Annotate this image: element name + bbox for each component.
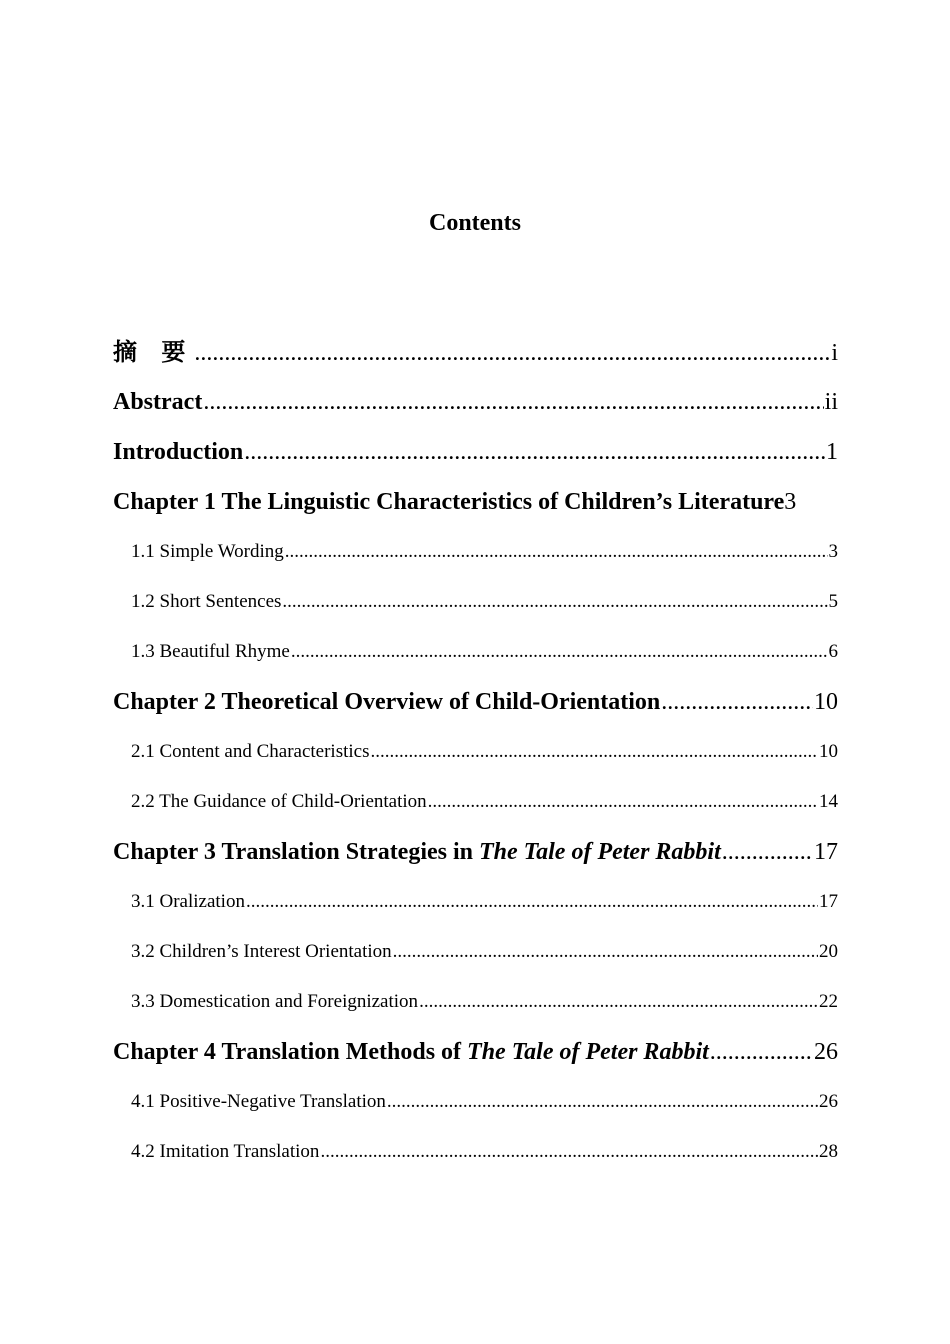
table-of-contents xyxy=(113,337,838,1187)
dot-leader xyxy=(393,939,818,965)
toc-entry-introduction[interactable] xyxy=(113,437,838,487)
dot-leader xyxy=(661,687,813,717)
toc-entry-page: ii xyxy=(824,389,838,415)
toc-entry-section-4-1[interactable] xyxy=(113,1087,838,1137)
dot-leader xyxy=(722,837,813,867)
dot-leader xyxy=(203,387,823,417)
toc-entry-title-book: The Tale of Peter Rabbit xyxy=(467,1039,709,1065)
toc-entry-title: 3.1 Oralization xyxy=(131,891,245,912)
toc-entry-section-2-1[interactable] xyxy=(113,737,838,787)
toc-entry-page: 14 xyxy=(819,791,838,812)
toc-entry-title-text: Chapter 4 Translation Methods of xyxy=(113,1039,468,1065)
toc-entry-title: 4.2 Imitation Translation xyxy=(131,1141,320,1162)
dot-leader xyxy=(244,437,825,467)
toc-entry-title: Chapter 1 The Linguistic Characteristics of Children’s Literature xyxy=(113,489,785,515)
toc-entry-page: 3 xyxy=(828,541,838,562)
dot-leader xyxy=(282,589,827,615)
toc-entry-page: 20 xyxy=(819,941,838,962)
toc-entry-chapter-1[interactable] xyxy=(113,487,838,537)
dot-leader xyxy=(291,639,828,665)
dot-leader xyxy=(371,739,819,765)
toc-entry-title: 4.1 Positive-Negative Translation xyxy=(131,1091,386,1112)
toc-entry-title xyxy=(113,1037,709,1067)
dot-leader xyxy=(285,539,828,565)
toc-entry-page: 22 xyxy=(819,991,838,1012)
toc-entry-title: Abstract xyxy=(113,389,203,415)
toc-entry-page: 26 xyxy=(814,1039,838,1065)
toc-entry-page: i xyxy=(831,340,838,366)
dot-leader xyxy=(428,789,818,815)
toc-entry-page: 10 xyxy=(814,689,838,715)
toc-entry-section-4-2[interactable] xyxy=(113,1137,838,1187)
toc-entry-page: 26 xyxy=(819,1091,838,1112)
toc-entry-title: Chapter 2 Theoretical Overview of Child-Orientation xyxy=(113,689,661,715)
toc-entry-section-1-3[interactable] xyxy=(113,637,838,687)
toc-entry-title: 2.2 The Guidance of Child-Orientation xyxy=(131,791,427,812)
toc-entry-section-3-2[interactable] xyxy=(113,937,838,987)
toc-entry-chapter-3[interactable] xyxy=(113,837,838,887)
toc-entry-page: 1 xyxy=(826,439,838,465)
toc-entry-section-3-3[interactable] xyxy=(113,987,838,1037)
toc-entry-section-1-2[interactable] xyxy=(113,587,838,637)
toc-entry-title: 1.1 Simple Wording xyxy=(131,541,284,562)
page-title: Contents xyxy=(428,210,521,236)
dot-leader xyxy=(194,338,830,368)
toc-entry-title: 2.1 Content and Characteristics xyxy=(131,741,370,762)
toc-entry-title: 摘 要 xyxy=(113,338,194,366)
toc-entry-page: 3 xyxy=(784,489,797,515)
toc-entry-section-1-1[interactable] xyxy=(113,537,838,587)
toc-entry-section-2-2[interactable] xyxy=(113,787,838,837)
toc-entry-page: 5 xyxy=(828,591,838,612)
toc-entry-page: 6 xyxy=(828,641,838,662)
dot-leader xyxy=(387,1089,818,1115)
toc-entry-title-text: Chapter 3 Translation Strategies in xyxy=(113,839,480,865)
toc-entry-section-3-1[interactable] xyxy=(113,887,838,937)
dot-leader xyxy=(419,989,818,1015)
toc-entry-title-book: The Tale of Peter Rabbit xyxy=(479,839,721,865)
toc-entry-title: 1.3 Beautiful Rhyme xyxy=(131,641,290,662)
toc-entry-page: 10 xyxy=(819,741,838,762)
toc-entry-page: 28 xyxy=(819,1141,838,1162)
toc-entry-title: 1.2 Short Sentences xyxy=(131,591,282,612)
toc-entry-chapter-2[interactable] xyxy=(113,687,838,737)
toc-entry-page: 17 xyxy=(814,839,838,865)
dot-leader xyxy=(320,1139,818,1165)
toc-entry-title: 3.3 Domestication and Foreignization xyxy=(131,991,419,1012)
toc-entry-title xyxy=(113,837,721,867)
toc-entry-abstract[interactable] xyxy=(113,387,838,437)
toc-entry-title: 3.2 Children’s Interest Orientation xyxy=(131,941,392,962)
toc-entry-abstract-chinese[interactable] xyxy=(113,337,838,387)
dot-leader xyxy=(246,889,818,915)
dot-leader xyxy=(710,1037,813,1067)
toc-entry-title: Introduction xyxy=(113,439,244,465)
toc-entry-chapter-4[interactable] xyxy=(113,1037,838,1087)
toc-entry-page: 17 xyxy=(819,891,838,912)
